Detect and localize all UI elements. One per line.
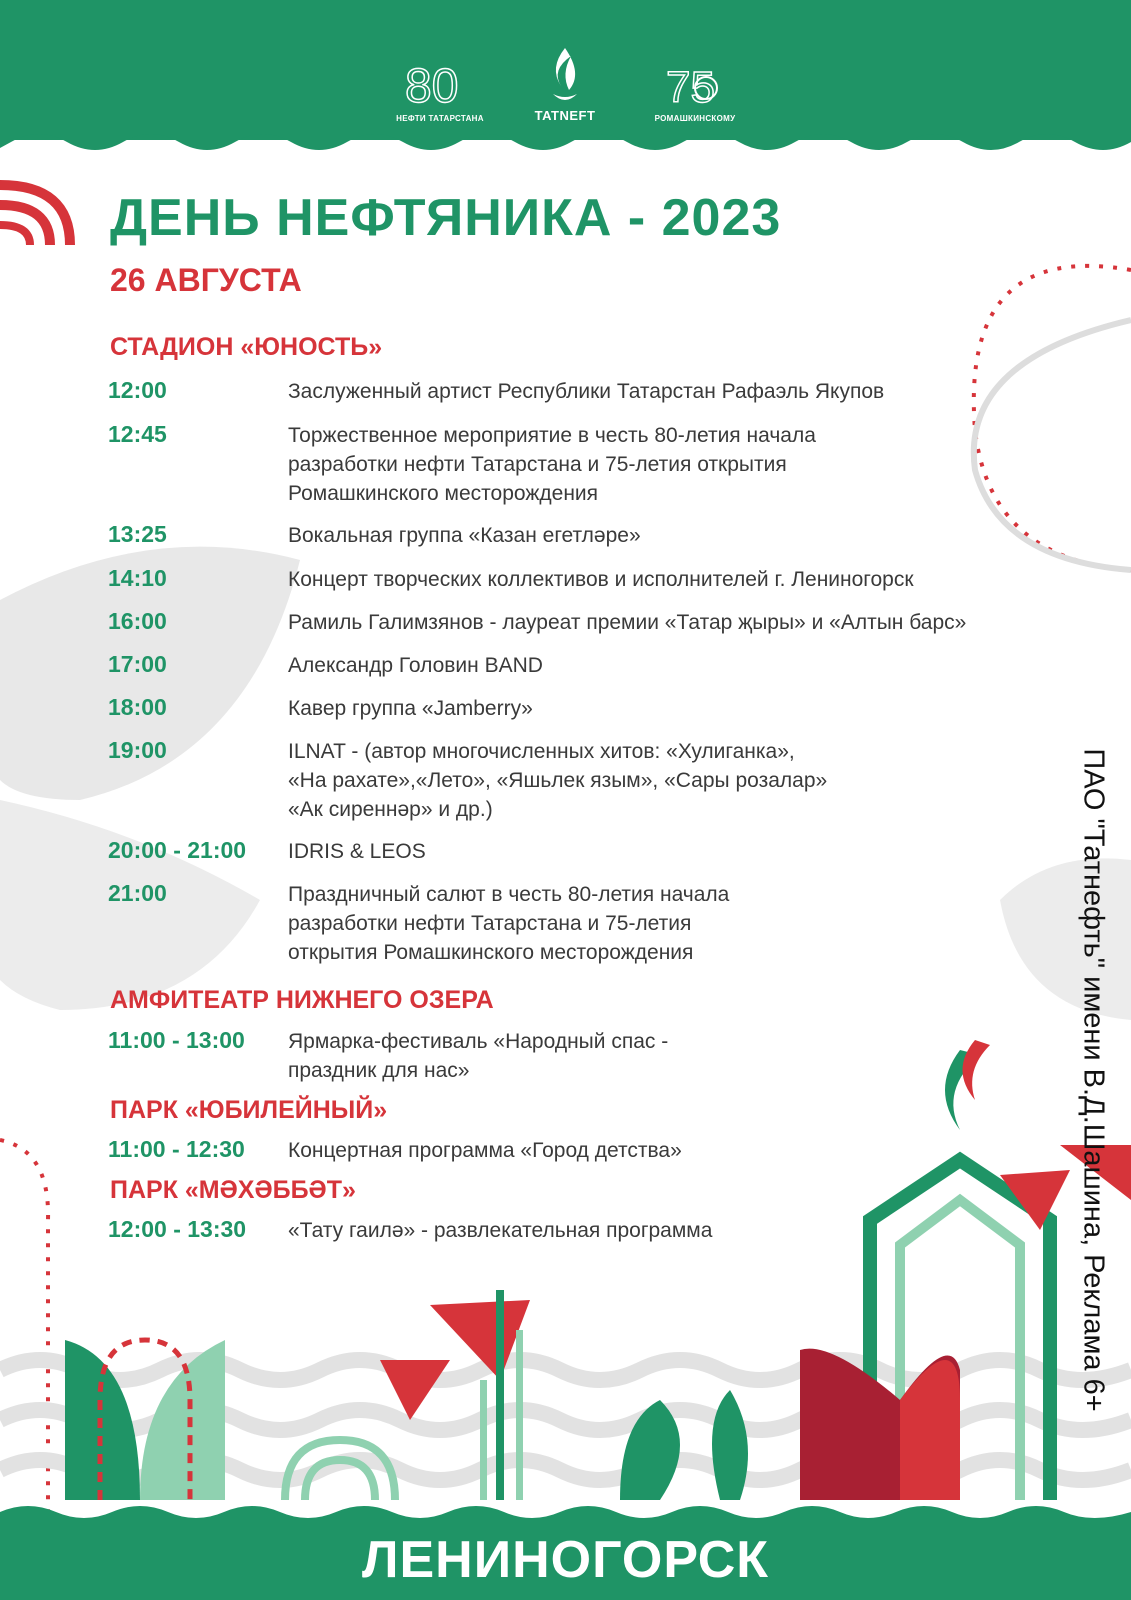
event-time: 20:00 - 21:00 (108, 837, 247, 863)
event-description: Концертная программа «Город детства» (288, 1139, 682, 1162)
event-time: 19:00 (108, 737, 167, 763)
event-description: Александр Головин BAND (288, 654, 543, 677)
event-date: 26 АВГУСТА (110, 262, 302, 298)
event-time: 14:10 (108, 565, 167, 591)
event-time: 21:00 (108, 880, 167, 906)
75-years-caption: РОМАШКИНСКОМУ (654, 114, 736, 123)
event-description: Праздничный салют в честь 80-летия начала разработки нефти Татарстана и 75-летия открытия Ромашкинского месторождения (288, 883, 730, 964)
event-description: Кавер группа «Jamberry» (288, 697, 533, 720)
event-time: 13:25 (108, 521, 167, 547)
event-description: Вокальная группа «Казан егетләре» (288, 524, 641, 547)
75-years-icon (660, 54, 730, 114)
section-title: ПАРК «ЮБИЛЕЙНЫЙ» (110, 1096, 388, 1124)
flame-icon (543, 46, 587, 108)
event-time: 17:00 (108, 651, 167, 677)
city-name: ЛЕНИНОГОРСК (361, 1531, 770, 1589)
event-time: 16:00 (108, 608, 167, 634)
svg-text:75: 75 (666, 63, 715, 112)
sidebar-legal-text: ПАО "Татнефть" имени В.Д.Шашина, Реклама 6+ (1077, 748, 1110, 1412)
svg-text:80: 80 (405, 60, 459, 113)
tatneft-caption: TATNEFT (534, 108, 596, 123)
section-title: СТАДИОН «ЮНОСТЬ» (110, 333, 383, 361)
page-title: ДЕНЬ НЕФТЯНИКА - 2023 (110, 189, 782, 247)
header-logos (0, 28, 1131, 123)
section-title: ПАРК «МӘХӘББӘТ» (110, 1176, 356, 1204)
tatneft-logo (515, 28, 615, 123)
event-time: 18:00 (108, 694, 167, 720)
event-description: Ярмарка-фестиваль «Народный спас - праздник для нас» (288, 1030, 669, 1082)
75-years-logo (650, 28, 740, 123)
event-description: ILNAT - (автор многочисленных хитов: «Хулиганка», «На рахате»,«Лето», «Яшьлек язым», «Сары розалар» «Ак сиреннәр» и др.) (288, 740, 828, 821)
event-description: «Тату гаилә» - развлекательная программа (288, 1219, 713, 1242)
80-years-caption: НЕФТИ ТАТАРСТАНА (396, 114, 484, 123)
event-description: IDRIS & LEOS (288, 840, 426, 863)
section-title: АМФИТЕАТР НИЖНЕГО ОЗЕРА (110, 986, 494, 1014)
80-years-icon (405, 54, 475, 114)
80-years-logo (395, 28, 485, 123)
event-description: Рамиль Галимзянов - лауреат премии «Татар җыры» и «Алтын барс» (288, 611, 967, 634)
event-time: 12:00 - 13:30 (108, 1216, 247, 1242)
event-description: Заслуженный артист Республики Татарстан Рафаэль Якупов (288, 380, 885, 403)
event-time: 12:00 (108, 377, 167, 403)
event-time: 12:45 (108, 421, 167, 447)
header-wave (0, 128, 1131, 168)
event-description: Торжественное мероприятие в честь 80-летия начала разработки нефти Татарстана и 75-летия открытия Ромашкинского месторождения (288, 424, 816, 505)
event-description: Концерт творческих коллективов и исполнителей г. Лениногорск (288, 568, 914, 591)
event-time: 11:00 - 13:00 (108, 1027, 245, 1053)
event-time: 11:00 - 12:30 (108, 1136, 245, 1162)
